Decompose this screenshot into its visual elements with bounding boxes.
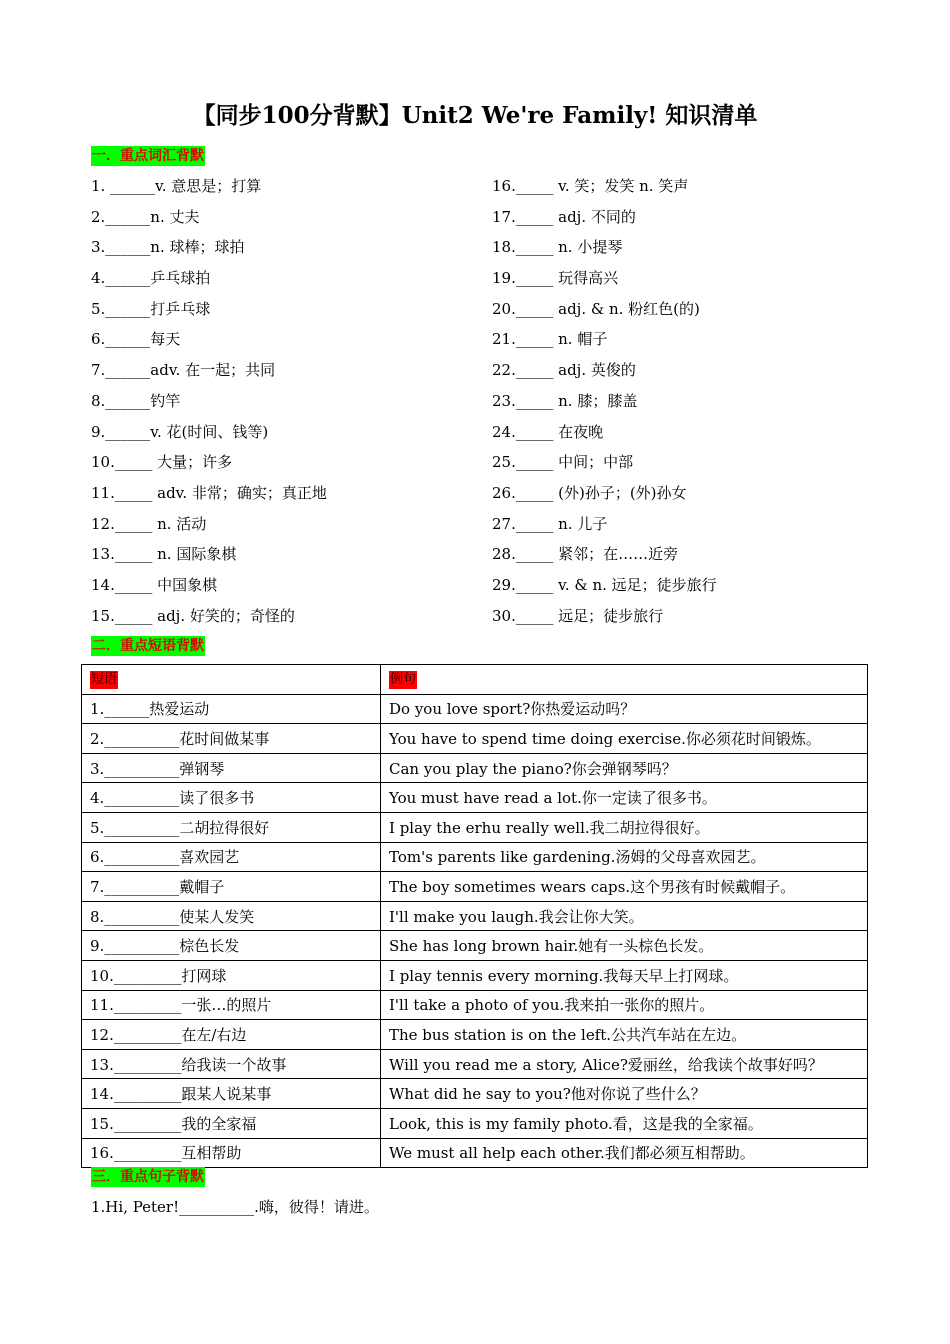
example-cell: Do you love sport?你热爱运动吗？ <box>381 694 868 724</box>
vocab-item: 1. ______v. 意思是；打算 <box>91 177 262 195</box>
example-cell: Tom's parents like gardening.汤姆的父母喜欢园艺。 <box>381 842 868 872</box>
vocab-item: 15._____ adj. 好笑的；奇怪的 <box>91 606 295 625</box>
vocab-item: 22._____ adj. 英俊的 <box>492 361 636 380</box>
example-cell: We must all help each other.我们都必须互相帮助。 <box>381 1138 868 1168</box>
phrase-cell: 4.__________读了很多书 <box>82 783 381 813</box>
vocab-item: 28._____ 紧邻；在……近旁 <box>492 545 679 564</box>
vocab-item: 14._____ 中国象棋 <box>91 575 218 594</box>
vocab-item: 19._____ 玩得高兴 <box>492 269 619 288</box>
vocab-item: 20._____ adj. & n. 粉红色(的) <box>492 299 700 318</box>
table-row <box>82 931 868 961</box>
phrase-cell: 3.__________弹钢琴 <box>82 753 381 783</box>
table-header-row <box>82 665 868 695</box>
example-cell: I play tennis every morning.我每天早上打网球。 <box>381 960 868 990</box>
example-cell: You have to spend time doing exercise.你必须花时间锻炼。 <box>381 724 868 754</box>
table-row <box>82 960 868 990</box>
phrase-cell: 2.__________花时间做某事 <box>82 724 381 754</box>
example-cell: I'll take a photo of you.我来拍一张你的照片。 <box>381 990 868 1020</box>
table-row <box>82 812 868 842</box>
vocab-item: 27._____ n. 儿子 <box>492 514 608 533</box>
table-row <box>82 724 868 754</box>
phrase-cell: 11._________一张…的照片 <box>82 990 381 1020</box>
vocab-item: 11._____ adv. 非常；确实；真正地 <box>91 483 327 502</box>
example-cell: I play the erhu really well.我二胡拉得很好。 <box>381 812 868 842</box>
table-row <box>82 1138 868 1168</box>
vocab-item: 24._____ 在夜晚 <box>492 422 604 441</box>
phrase-table <box>81 664 868 1168</box>
phrase-cell: 8.__________使某人发笑 <box>82 901 381 931</box>
vocab-item: 18._____ n. 小提琴 <box>492 238 623 257</box>
table-header-cell <box>381 665 868 695</box>
example-cell: Can you play the piano?你会弹钢琴吗？ <box>381 753 868 783</box>
example-cell: The bus station is on the left.公共汽车站在左边。 <box>381 1020 868 1050</box>
vocab-item: 29._____ v. & n. 远足；徒步旅行 <box>492 575 717 594</box>
table-row <box>82 694 868 724</box>
vocab-item: 10._____ 大量；许多 <box>91 453 233 472</box>
page-title: 【同步100分背默】Unit2 We're Family! 知识清单 <box>192 102 758 129</box>
example-cell: The boy sometimes wears caps.这个男孩有时候戴帽子。 <box>381 872 868 902</box>
table-row <box>82 783 868 813</box>
vocab-item: 21._____ n. 帽子 <box>492 330 608 349</box>
vocab-list-right <box>492 171 872 631</box>
table-row <box>82 842 868 872</box>
vocab-item: 9.______v. 花(时间、钱等) <box>91 422 269 441</box>
vocab-item: 2.______n. 丈夫 <box>91 207 200 226</box>
example-cell: I'll make you laugh.我会让你大笑。 <box>381 901 868 931</box>
table-row <box>82 1049 868 1079</box>
table-row <box>82 1079 868 1109</box>
table-row <box>82 990 868 1020</box>
phrase-cell: 5.__________二胡拉得很好 <box>82 812 381 842</box>
table-header-cell <box>82 665 381 695</box>
example-cell: Look, this is my family photo.看，这是我的全家福。 <box>381 1108 868 1138</box>
vocab-list-left <box>91 171 471 631</box>
vocab-item: 13._____ n. 国际象棋 <box>91 545 237 564</box>
table-row <box>82 1108 868 1138</box>
phrase-cell: 7.__________戴帽子 <box>82 872 381 902</box>
vocab-item: 3.______n. 球棒；球拍 <box>91 238 245 257</box>
section-heading-phrases: 二．重点短语背默 <box>92 638 204 654</box>
vocab-item: 5.______打乒乓球 <box>91 299 211 318</box>
vocab-item: 4.______乒乓球拍 <box>91 269 211 288</box>
phrase-cell: 9.__________棕色长发 <box>82 931 381 961</box>
vocab-item: 12._____ n. 活动 <box>91 514 207 533</box>
header-phrase: 短语 <box>91 672 118 688</box>
table-row <box>82 872 868 902</box>
phrase-cell: 16._________互相帮助 <box>82 1138 381 1168</box>
vocab-item: 30._____ 远足；徒步旅行 <box>492 606 664 625</box>
header-example: 例句 <box>390 672 417 688</box>
vocab-item: 6.______每天 <box>91 330 181 349</box>
phrase-cell: 1.______热爱运动 <box>82 694 381 724</box>
phrase-cell: 14._________跟某人说某事 <box>82 1079 381 1109</box>
phrase-cell: 10._________打网球 <box>82 960 381 990</box>
phrase-cell: 6.__________喜欢园艺 <box>82 842 381 872</box>
vocab-item: 25._____ 中间；中部 <box>492 453 634 472</box>
phrase-cell: 15._________我的全家福 <box>82 1108 381 1138</box>
section-heading-sentences: 三．重点句子背默 <box>92 1169 204 1185</box>
table-row <box>82 901 868 931</box>
example-cell: She has long brown hair.她有一头棕色长发。 <box>381 931 868 961</box>
vocab-item: 26._____ (外)孙子；(外)孙女 <box>492 483 687 502</box>
sentence-item: 1.Hi, Peter!__________.嗨，彼得！请进。 <box>91 1198 379 1216</box>
vocab-item: 7.______adv. 在一起；共同 <box>91 361 276 380</box>
vocab-item: 17._____ adj. 不同的 <box>492 207 636 226</box>
table-row <box>82 753 868 783</box>
vocab-item: 8.______钓竿 <box>91 391 181 410</box>
vocab-item: 23._____ n. 膝；膝盖 <box>492 391 638 410</box>
example-cell: What did he say to you?他对你说了些什么？ <box>381 1079 868 1109</box>
section-heading-vocabulary: 一．重点词汇背默 <box>92 148 204 164</box>
example-cell: You must have read a lot.你一定读了很多书。 <box>381 783 868 813</box>
phrase-cell: 12._________在左/右边 <box>82 1020 381 1050</box>
table-row <box>82 1020 868 1050</box>
example-cell: Will you read me a story, Alice?爱丽丝，给我读个故事好吗？ <box>381 1049 868 1079</box>
phrase-cell: 13._________给我读一个故事 <box>82 1049 381 1079</box>
vocab-item: 16._____ v. 笑；发笑 n. 笑声 <box>492 177 689 195</box>
